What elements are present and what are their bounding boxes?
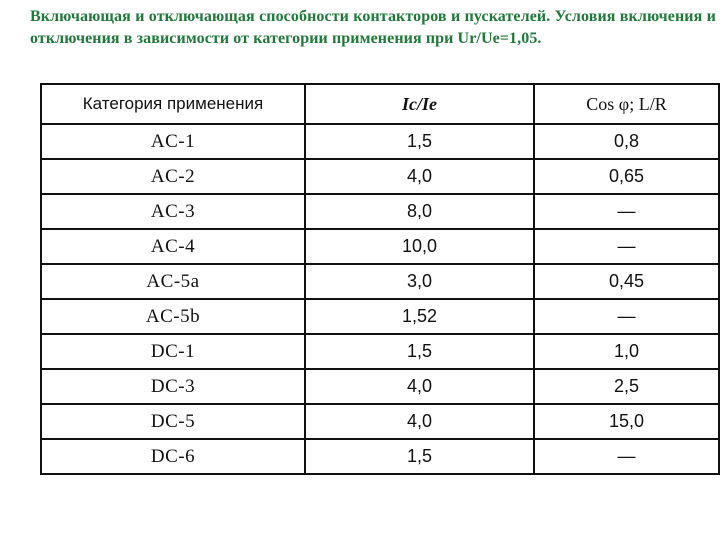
row-cos: 1,0 [534, 334, 719, 369]
header-ratio: Ic/Ie [305, 84, 534, 124]
table-row [41, 439, 719, 474]
table-row [41, 299, 719, 334]
category-table [40, 83, 720, 475]
row-ratio: 1,52 [305, 299, 534, 334]
row-cos: — [534, 439, 719, 474]
row-category: DC-5 [41, 404, 305, 439]
row-ratio: 4,0 [305, 159, 534, 194]
row-category: AC-3 [41, 194, 305, 229]
row-ratio: 4,0 [305, 404, 534, 439]
row-cos: — [534, 194, 719, 229]
row-category: DC-3 [41, 369, 305, 404]
row-cos: 0,8 [534, 124, 719, 159]
table-row [41, 194, 719, 229]
row-ratio: 8,0 [305, 194, 534, 229]
row-ratio: 1,5 [305, 124, 534, 159]
header-cos: Cos φ; L/R [534, 84, 719, 124]
row-ratio: 4,0 [305, 369, 534, 404]
row-cos: 15,0 [534, 404, 719, 439]
row-ratio: 1,5 [305, 439, 534, 474]
table-row [41, 404, 719, 439]
row-cos: 0,45 [534, 264, 719, 299]
row-category: DC-1 [41, 334, 305, 369]
table-header-row [41, 84, 719, 124]
row-cos: 2,5 [534, 369, 719, 404]
category-table-container [40, 83, 718, 475]
table-row [41, 124, 719, 159]
table-row [41, 229, 719, 264]
row-category: DC-6 [41, 439, 305, 474]
header-category: Категория применения [41, 84, 305, 124]
row-ratio: 1,5 [305, 334, 534, 369]
row-category: AC-2 [41, 159, 305, 194]
row-category: AC-5b [41, 299, 305, 334]
row-cos: — [534, 299, 719, 334]
table-caption: Включающая и отключающая способности контакторов и пускателей. Условия включения и отключения в зависимости от категории применения при Ur/Ue=1,05. [30, 8, 716, 47]
table-row [41, 334, 719, 369]
row-ratio: 3,0 [305, 264, 534, 299]
table-row [41, 159, 719, 194]
row-category: AC-1 [41, 124, 305, 159]
table-row [41, 369, 719, 404]
row-ratio: 10,0 [305, 229, 534, 264]
row-cos: — [534, 229, 719, 264]
table-row [41, 264, 719, 299]
row-category: AC-5a [41, 264, 305, 299]
row-cos: 0,65 [534, 159, 719, 194]
row-category: AC-4 [41, 229, 305, 264]
